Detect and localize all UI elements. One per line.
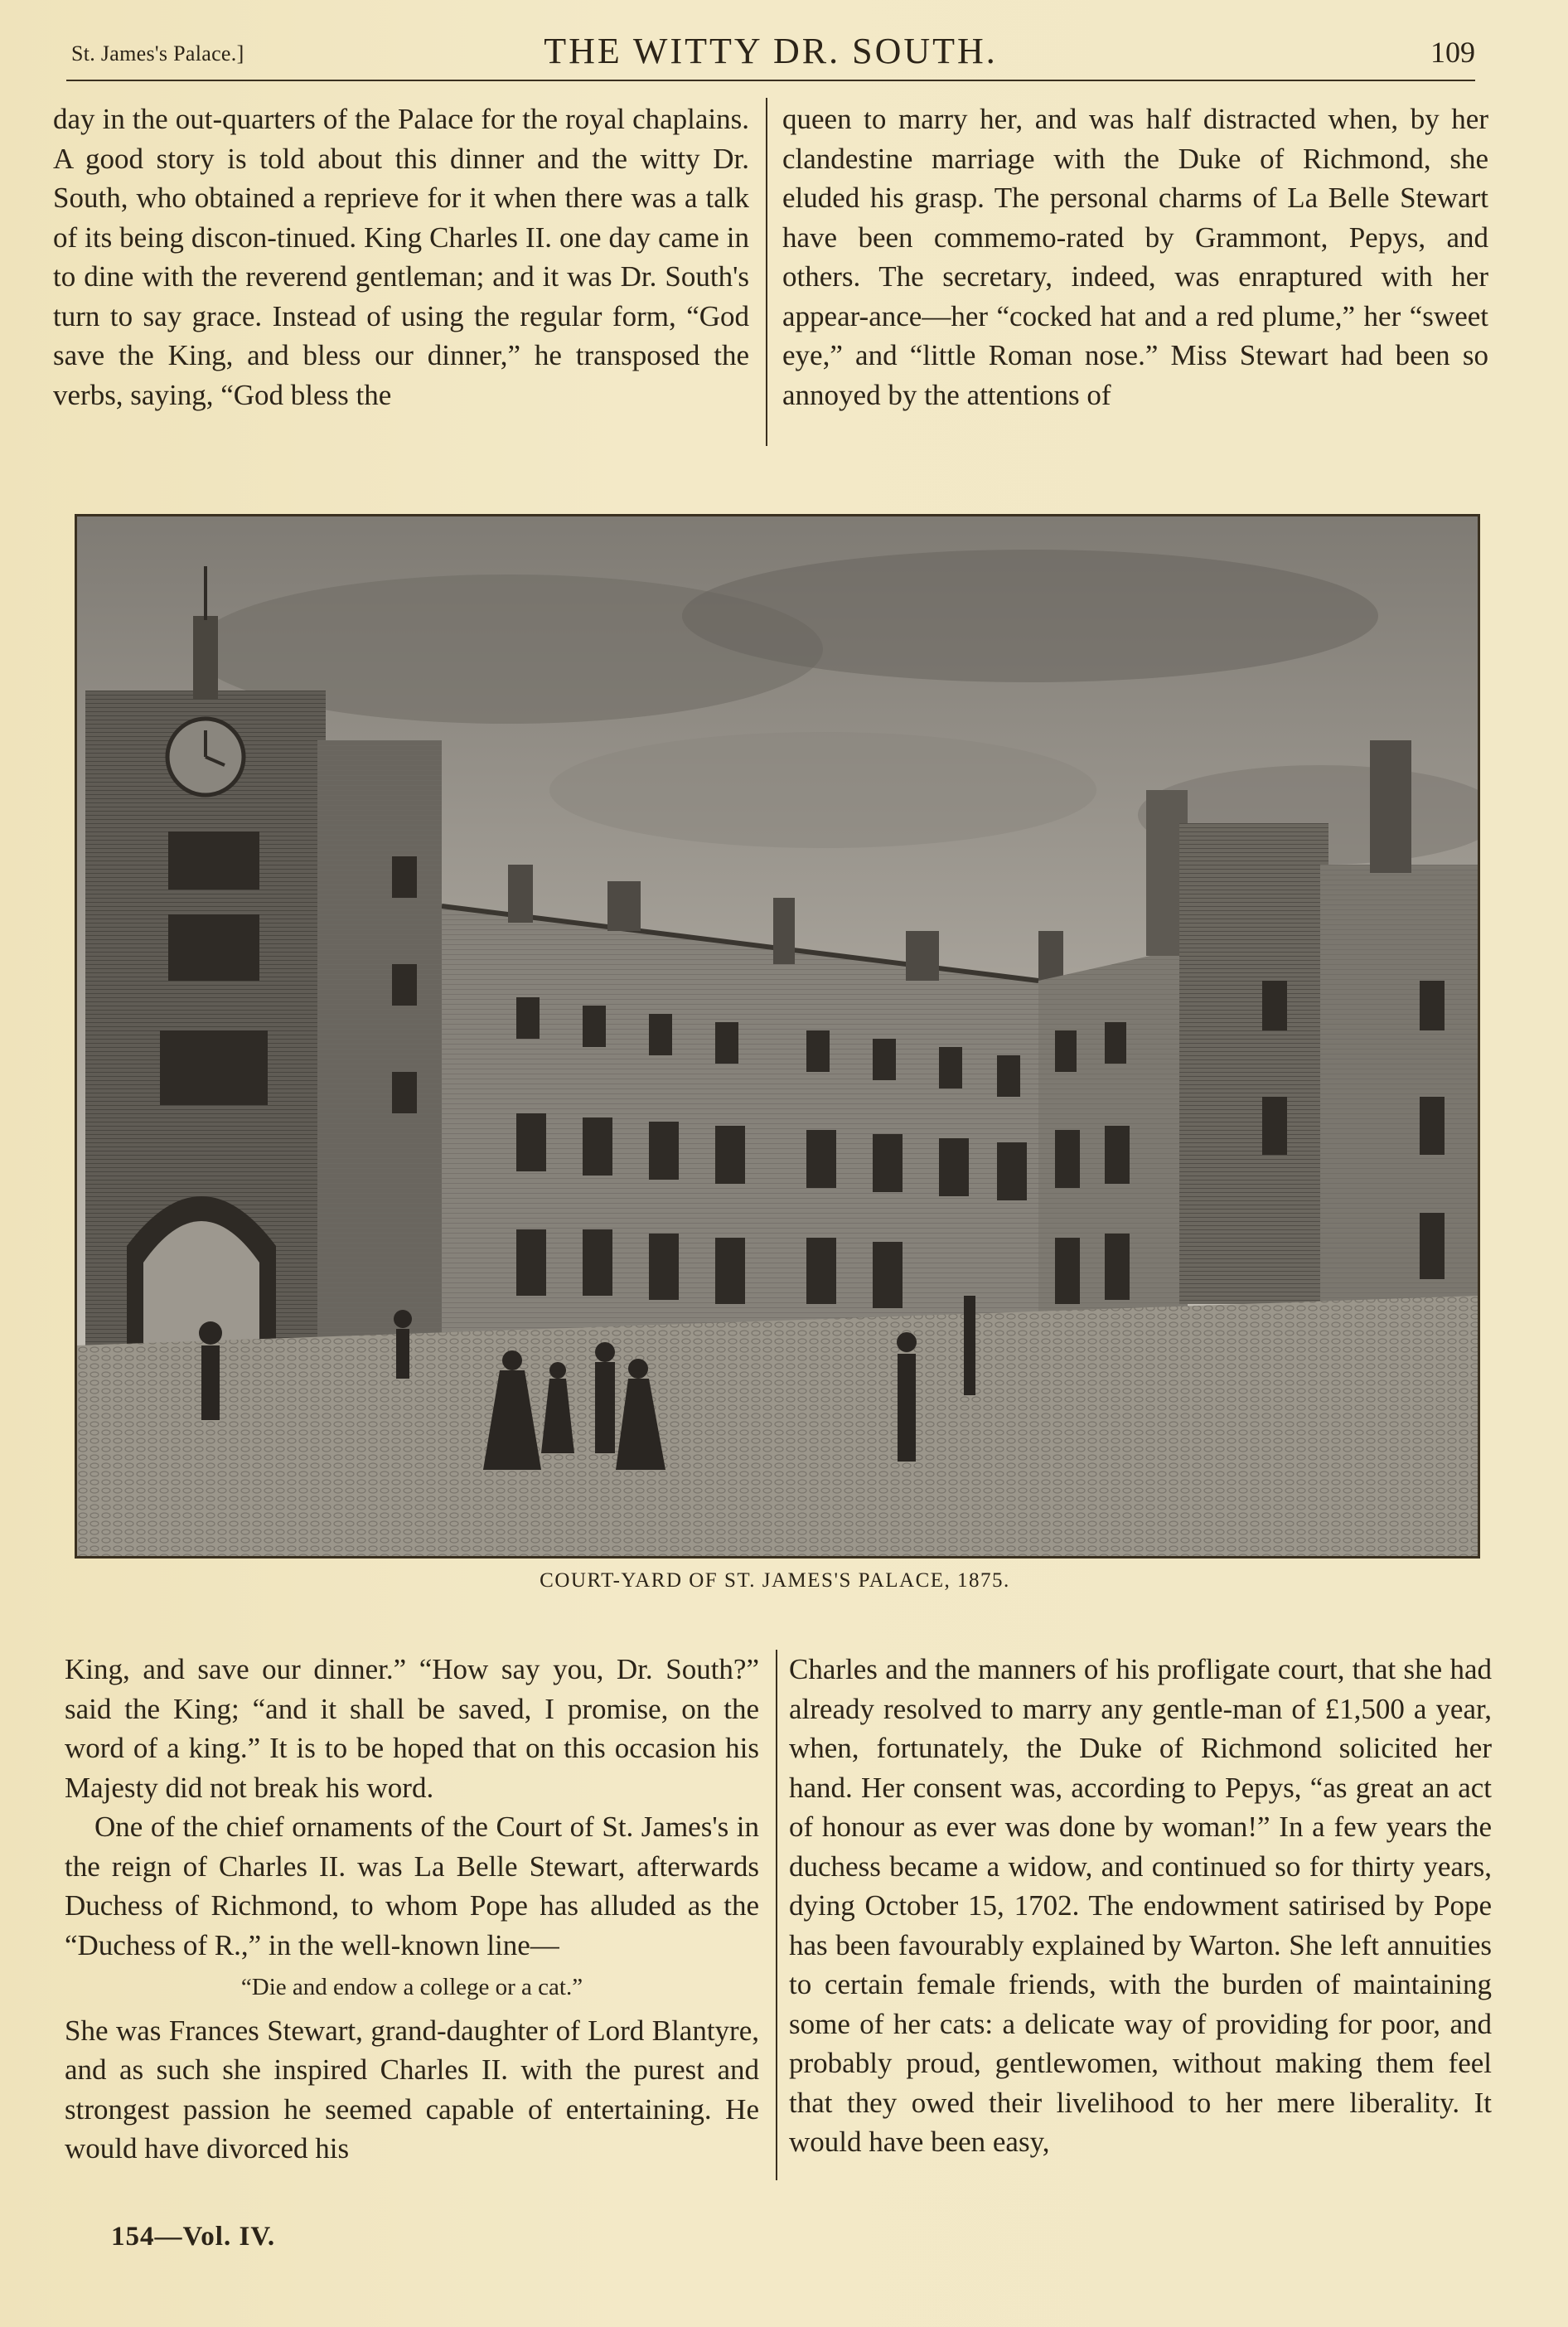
column-top-right bbox=[782, 99, 1488, 414]
verse-quote: “Die and endow a college or a cat.” bbox=[240, 1974, 583, 2000]
page-number: 109 bbox=[1430, 36, 1475, 69]
header-rule bbox=[66, 80, 1475, 81]
column-bottom-left bbox=[65, 1650, 759, 2169]
paragraph: King, and save our dinner.” “How say you, Dr. South?” said the King; “and it shall be saved, I promise, on the word of a king.” It is to be hoped that on this occasion his Majesty did not break his word. bbox=[65, 1653, 759, 1804]
paragraph: Charles and the manners of his profligate court, that she had already resolved to marry any gentle-man of £1,500 a year, when, fortunately, the Duke of Richmond solicited her hand. Her consent was, according to Pepys, “as great an act of honour as ever was done by woman!” In a few years the duchess became a widow, and continued so for thirty years, dying October 15, 1702. The endowment satirised by Pope has been favourably explained by Warton. She left annuities to certain female friends, with the burden of maintaining some of her cats: a delicate way of providing for poor, and probably proud, gentlewomen, without making them feel that they owed their livelihood to her mere liberality. It would have been easy, bbox=[789, 1653, 1492, 2158]
section-label: St. James's Palace.] bbox=[71, 41, 244, 65]
paragraph: day in the out-quarters of the Palace for the royal chaplains. A good story is told about this dinner and the witty Dr. South, who obtained a reprieve for it when there was a talk of its being discon-tinued. King Charles II. one day came in to dine with the reverend gentleman; and it was Dr. South's turn to say grace. Instead of using the regular form, “God save the King, and bless our dinner,” he transposed the verbs, saying, “God bless the bbox=[53, 103, 749, 411]
paragraph: queen to marry her, and was half distracted when, by her clandestine marriage with the Duke of Richmond, she eluded his grasp. The personal charms of La Belle Stewart have been commemo-rated by Grammont, Pepys, and others. The secretary, indeed, was enraptured with her appear-ance—her “cocked hat and a red plume,” her “sweet eye,” and “little Roman nose.” Miss Stewart had been so annoyed by the attentions of bbox=[782, 103, 1488, 411]
engraving-image bbox=[77, 516, 1478, 1556]
engraving-courtyard-illustration bbox=[75, 514, 1480, 1559]
running-head bbox=[66, 30, 1475, 76]
signature-mark: 154—Vol. IV. bbox=[111, 2222, 276, 2252]
column-top-left bbox=[53, 99, 749, 414]
column-divider-top bbox=[766, 98, 767, 446]
paragraph: She was Frances Stewart, grand-daughter of Lord Blantyre, and as such she inspired Charles II. with the purest and strongest passion he seemed capable of entertaining. He would have divorced his bbox=[65, 2014, 759, 2165]
figure-caption: COURT-YARD OF ST. JAMES'S PALACE, 1875. bbox=[540, 1569, 1010, 1592]
column-divider-bottom bbox=[776, 1650, 777, 2180]
paragraph: One of the chief ornaments of the Court of St. James's in the reign of Charles II. was La Belle Stewart, afterwards Duchess of Richmond, to whom Pope has alluded as the “Duchess of R.,” in the well-known line— bbox=[65, 1811, 759, 1961]
column-bottom-right bbox=[789, 1650, 1492, 2162]
page-title: THE WITTY DR. SOUTH. bbox=[544, 31, 998, 71]
